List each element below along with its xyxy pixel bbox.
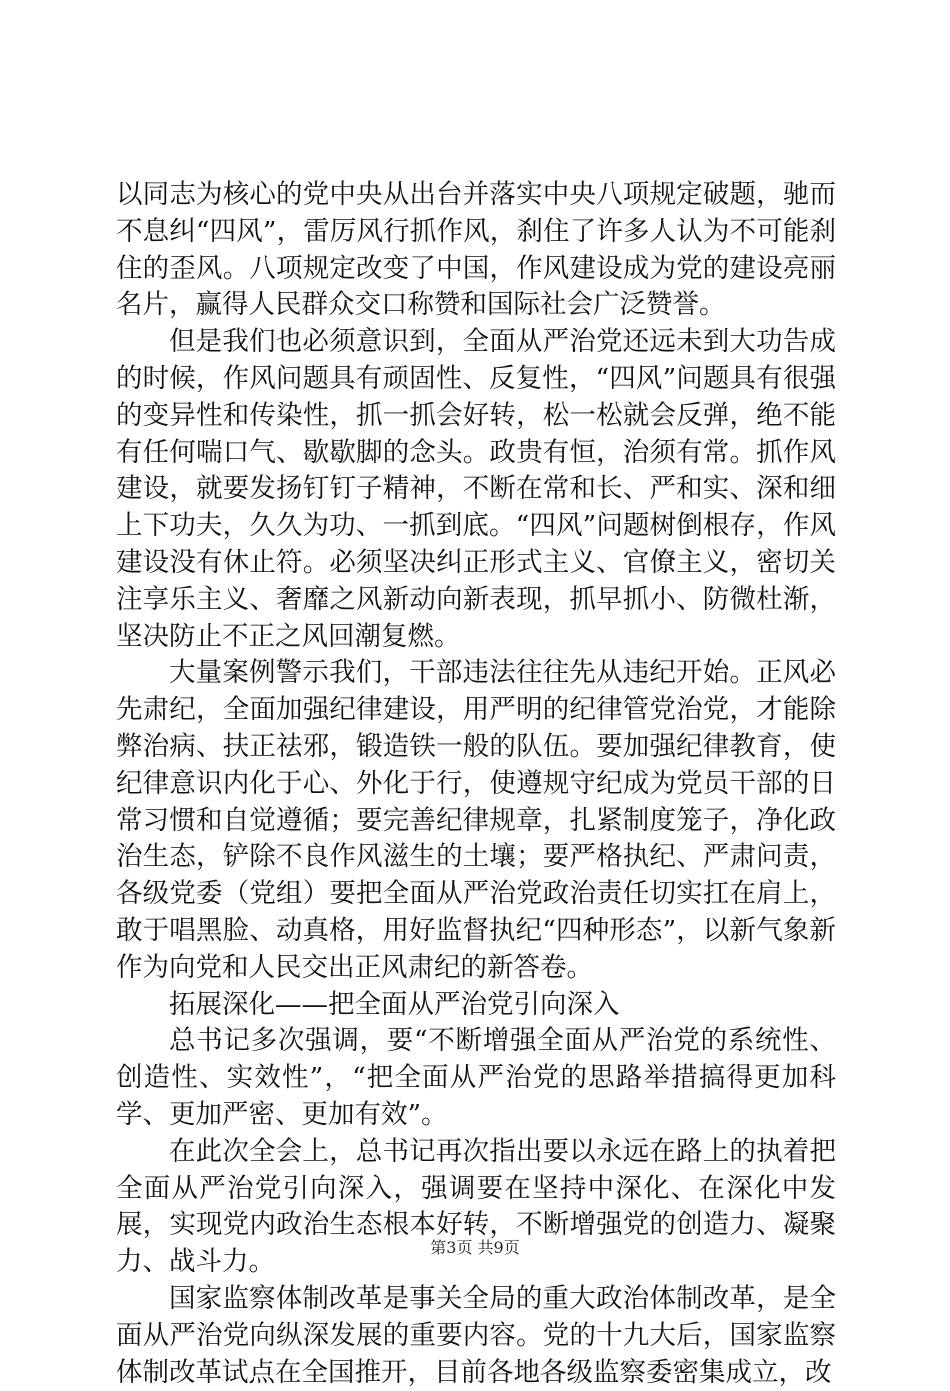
paragraph-2: 但是我们也必须意识到，全面从严治党还远未到大功告成的时候，作风问题具有顽固性、反复性，“四风”问题具有很强的变异性和传染性，抓一抓会好转，松一松就会反弹，绝不能有任何喘口气、歇歇脚的念头。政贵有恒，治须有常。抓作风建设，就要发扬钉钉子精神，不断在常和长、严和实、深和细上下功夫，久久为功、一抓到底。“四风”问题树倒根存，作风建设没有休止符。必须坚决纠正形式主义、官僚主义，密切关注享乐主义、奢靡之风新动向新表现，抓早抓小、防微杜渐，坚决防止不正之风回潮复燃。: [116, 326, 836, 652]
section-heading: 拓展深化——把全面从严治党引向深入: [169, 988, 620, 1020]
page-footer: [0, 1238, 950, 1258]
paragraph-1: 以同志为核心的党中央从出台并落实中央八项规定破题，驰而不息纠“四风”，雷厉风行抓作风，刹住了许多人认为不可能刹住的歪风。八项规定改变了中国，作风建设成为党的建设亮丽名片，赢得人民群众交口称赞和国际社会广泛赞誉。: [116, 179, 836, 321]
paragraph-6: 国家监察体制改革是事关全局的重大政治体制改革，是全面从严治党向纵深发展的重要内容。党的十九大后，国家监察体制改革试点在全国推开，目前各地各级监察委密集成立，改: [116, 1282, 836, 1388]
paragraph-4: 总书记多次强调，要“不断增强全面从严治党的系统性、创造性、实效性”，“把全面从严治党的思路举措搞得更加科学、更加严密、更加有效”。: [116, 1025, 836, 1130]
document-body: [116, 177, 836, 1391]
paragraph-3: 大量案例警示我们，干部违法往往先从违纪开始。正风必先肃纪，全面加强纪律建设，用严明的纪律管党治党，才能除弊治病、扶正祛邪，锻造铁一般的队伍。要加强纪律教育，使纪律意识内化于心、外化于行，使遵规守纪成为党员干部的日常习惯和自觉遵循；要完善纪律规章，扎紧制度笼子，净化政治生态，铲除不良作风滋生的土壤；要严格执纪、严肃问责，各级党委（党组）要把全面从严治党政治责任切实扛在肩上，敢于唱黑脸、动真格，用好监督执纪“四种形态”，以新气象新作为向党和人民交出正风肃纪的新答卷。: [116, 657, 836, 983]
paragraph-5: 在此次全会上，总书记再次指出要以永远在路上的执着把全面从严治党引向深入，强调要在坚持中深化、在深化中发展，实现党内政治生态根本好转，不断增强党的创造力、凝聚力、战斗力。: [116, 1135, 836, 1278]
page-number: 第3页 共9页: [430, 1238, 520, 1257]
